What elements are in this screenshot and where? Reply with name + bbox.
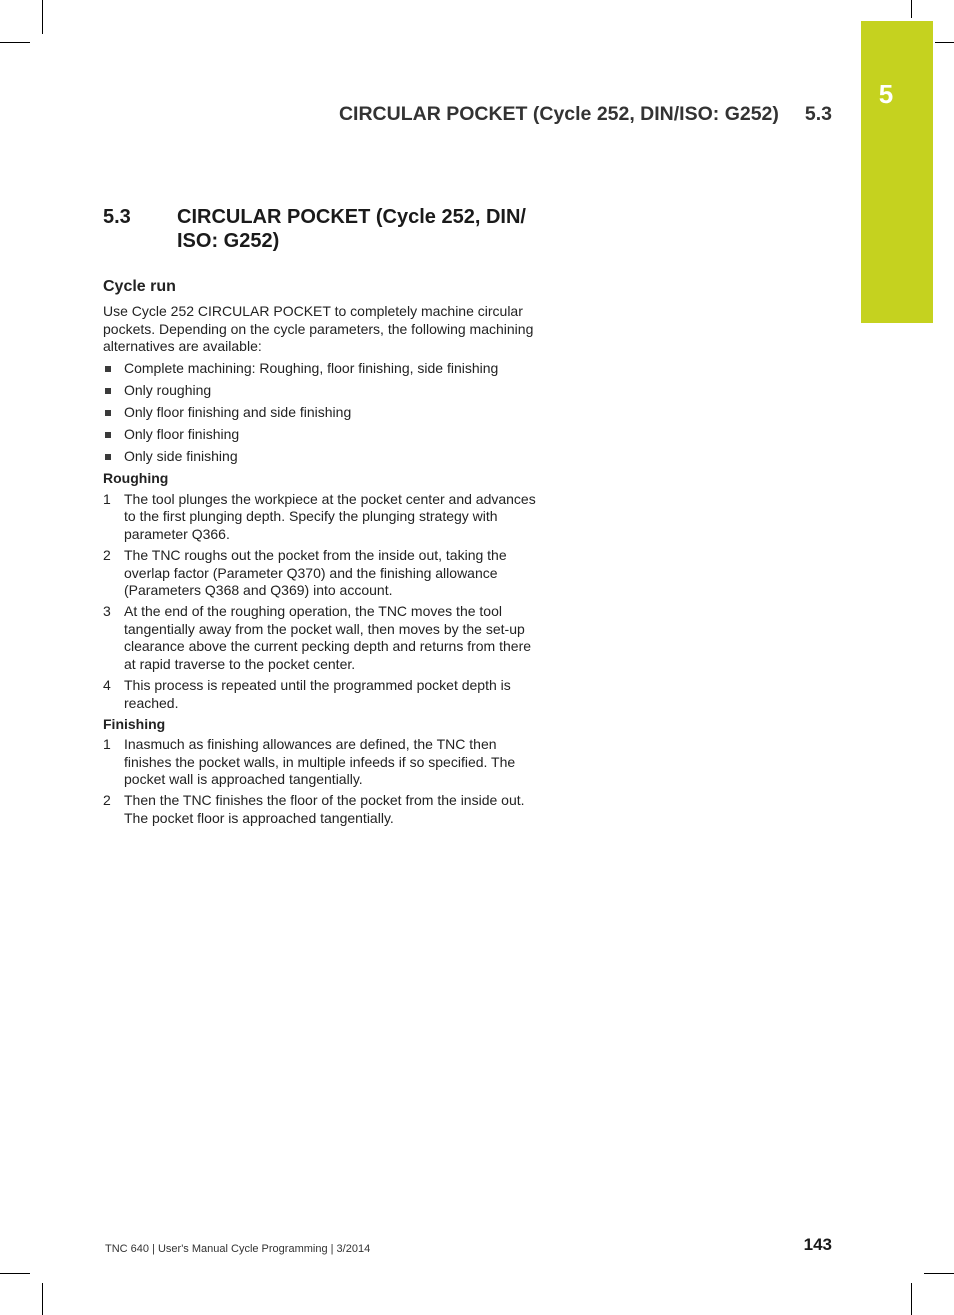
step-item — [103, 792, 543, 827]
square-bullet-icon — [105, 410, 111, 416]
step-number: 4 — [103, 676, 111, 693]
list-item-text: Only roughing — [124, 381, 212, 398]
step-item — [103, 491, 543, 544]
roughing-heading: Roughing — [103, 470, 169, 487]
list-item — [103, 360, 543, 378]
alternatives-list — [103, 360, 543, 466]
step-text: This process is repeated until the programmed pocket depth is reached. — [124, 676, 511, 711]
list-item — [103, 382, 543, 400]
step-number: 2 — [103, 792, 111, 809]
step-number: 1 — [103, 490, 111, 507]
cycle-run-heading: Cycle run — [103, 278, 176, 295]
list-item-text: Only floor finishing and side finishing — [124, 403, 352, 420]
section-number: 5.3 — [103, 206, 131, 228]
page-number: 143 — [803, 1235, 832, 1254]
step-text: The TNC roughs out the pocket from the inside out, taking the overlap factor (Parameter Q370) and the finishing allowance (Parameters Q368 and Q369) into account. — [124, 547, 507, 599]
crop-mark — [0, 42, 30, 43]
step-number: 2 — [103, 547, 111, 564]
section-heading — [103, 205, 553, 253]
list-item-text: Only side finishing — [124, 448, 238, 465]
crop-mark — [911, 1283, 912, 1315]
square-bullet-icon — [105, 432, 111, 438]
body-content — [103, 277, 543, 831]
running-header — [339, 103, 832, 126]
crop-mark — [911, 0, 912, 18]
step-number: 1 — [103, 736, 111, 753]
crop-mark — [0, 1273, 30, 1274]
crop-mark — [935, 42, 954, 43]
step-number: 3 — [103, 603, 111, 620]
square-bullet-icon — [105, 366, 111, 372]
step-text: Inasmuch as finishing allowances are defined, the TNC then finishes the pocket walls, in multiple infeeds if so specified. The pocket wall is approached tangentially. — [124, 736, 516, 788]
list-item — [103, 426, 543, 444]
step-text: Then the TNC finishes the floor of the pocket from the inside out. The pocket floor is approached tangentially. — [124, 792, 525, 826]
step-item — [103, 547, 543, 600]
finishing-steps — [103, 736, 543, 827]
running-header-title: CIRCULAR POCKET (Cycle 252, DIN/ISO: G252) — [338, 103, 779, 125]
list-item-text: Complete machining: Roughing, floor finishing, side finishing — [124, 359, 499, 376]
step-item — [103, 736, 543, 789]
chapter-number: 5 — [878, 79, 894, 109]
list-item — [103, 448, 543, 466]
roughing-steps — [103, 491, 543, 712]
crop-mark — [42, 0, 43, 34]
running-header-section: 5.3 — [804, 103, 832, 125]
square-bullet-icon — [105, 388, 111, 394]
finishing-heading: Finishing — [103, 715, 166, 732]
step-item — [103, 677, 543, 712]
crop-mark — [42, 1283, 43, 1315]
section-title: CIRCULAR POCKET (Cycle 252, DIN/ ISO: G252) — [177, 206, 526, 252]
chapter-tab — [861, 21, 933, 323]
list-item — [103, 404, 543, 422]
crop-mark — [924, 1273, 954, 1274]
step-text: At the end of the roughing operation, the TNC moves the tool tangentially away from the pocket wall, then moves by the set-up clearance above the current pecking depth and returns from there at rapid traverse to the pocket center. — [124, 603, 532, 672]
step-item — [103, 603, 543, 673]
cycle-run-intro: Use Cycle 252 CIRCULAR POCKET to completely machine circular pockets. Depending on the cycle parameters, the following machining alternatives are available: — [103, 303, 534, 355]
list-item-text: Only floor finishing — [124, 426, 240, 443]
step-text: The tool plunges the workpiece at the pocket center and advances to the first plunging depth. Specify the plunging strategy with parameter Q366. — [124, 490, 536, 543]
footer-text: TNC 640 | User's Manual Cycle Programming | 3/2014 — [105, 1243, 371, 1255]
square-bullet-icon — [105, 454, 111, 460]
